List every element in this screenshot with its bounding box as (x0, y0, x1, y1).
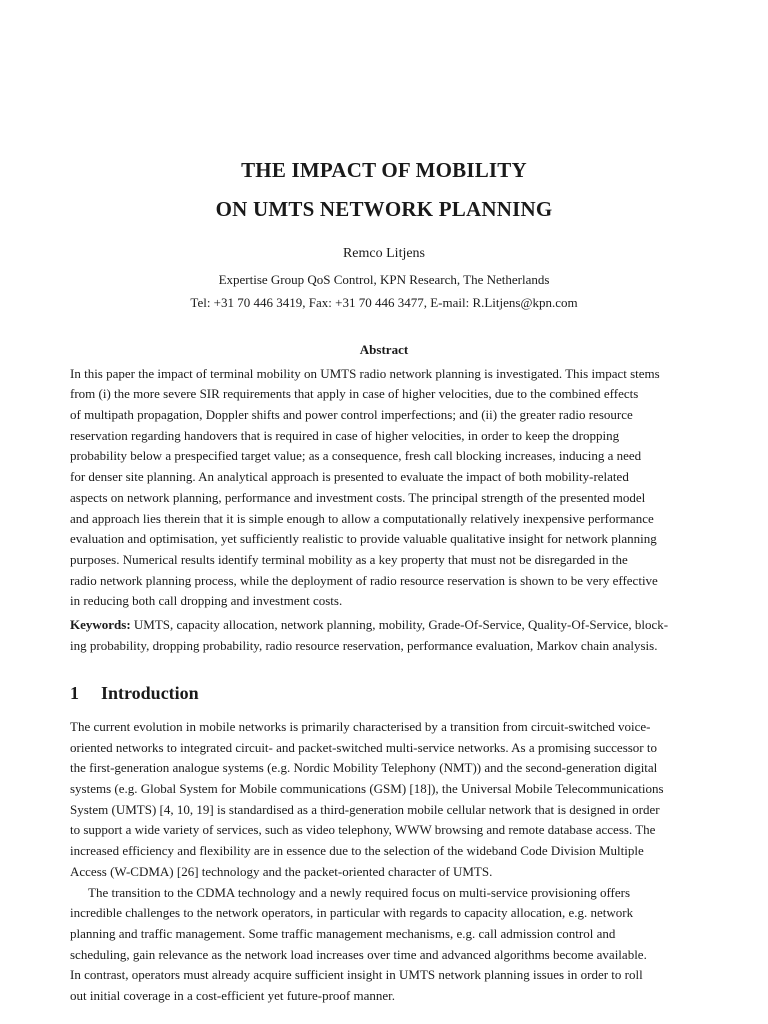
abstract-line (70, 343, 692, 364)
abstract-heading: Abstract (359, 342, 409, 357)
intro-line: the first-generation analogue systems (e.g. Nordic Mobility Telephony (NMT)) and the second-generation digital (70, 760, 658, 776)
abstract-line: of multipath propagation, Doppler shifts and power control imperfections; and (ii) the greater radio resource (70, 407, 633, 423)
intro-line: Access (W-CDMA) [26] technology and the packet-oriented character of UMTS. (70, 863, 493, 879)
intro-line: The current evolution in mobile networks is primarily characterised by a transition from circuit-switched voice- (70, 719, 651, 734)
abstract-body (70, 343, 692, 612)
abstract-line: reservation regarding handovers that is required in case of higher velocities, in order to keep the dropping (70, 427, 620, 443)
keywords-line (70, 615, 692, 636)
abstract-line: for denser site planning. An analytical approach is presented to evaluate the impact of both mobility-related (70, 469, 629, 485)
keywords-label: Keywords: (70, 617, 131, 632)
intro-line: The transition to the CDMA technology and a newly required focus on multi-service provisioning offers (88, 884, 631, 900)
abstract-line: aspects on network planning, performance and investment costs. The principal strength of the presented model (70, 489, 646, 505)
intro-line: systems (e.g. Global System for Mobile communications (GSM) [18]), the Universal Mobile Telecommunications (70, 781, 664, 797)
section-title: Introduction (101, 683, 199, 703)
keywords-text: UMTS, capacity allocation, network planning, mobility, Grade-Of-Service, Quality-Of-Service, block- (130, 617, 669, 632)
abstract-line: purposes. Numerical results identify terminal mobility as a key property that must not be disregarded in the (70, 551, 628, 567)
intro-line: planning and traffic management. Some traffic management mechanisms, e.g. call admission control and (70, 925, 616, 941)
intro-line: to support a wide variety of services, such as video telephony, WWW browsing and remote database access. The (70, 822, 656, 838)
author-affiliation: Expertise Group QoS Control, KPN Research, The Netherlands (218, 272, 550, 287)
introduction-body (70, 717, 692, 1007)
abstract-line: from (i) the more severe SIR requirements that apply in case of higher velocities, due to the combined effects (70, 386, 639, 402)
intro-line: incredible challenges to the network operators, in particular with regards to capacity allocation, e.g. network (70, 905, 634, 921)
section-heading (70, 683, 199, 704)
abstract-line: probability below a prespecified target value; as a consequence, fresh call blocking increases, inducing a need (70, 448, 642, 464)
keywords-line: ing probability, dropping probability, radio resource reservation, performance evaluation, Markov chain analysis. (70, 637, 658, 653)
intro-line: In contrast, operators must already acquire sufficient insight in UMTS network planning issues in order to roll (70, 967, 643, 983)
section-number: 1 (70, 683, 79, 703)
keywords-block (70, 615, 692, 656)
paper-title-line-1: THE IMPACT OF MOBILITY (241, 158, 527, 182)
paper-title-line-2: ON UMTS NETWORK PLANNING (215, 197, 553, 221)
author-name: Remco Litjens (342, 246, 426, 261)
abstract-line: radio network planning process, while the deployment of radio resource reservation is shown to be very effective (70, 572, 658, 588)
author-contact: Tel: +31 70 446 3419, Fax: +31 70 446 3477, E-mail: R.Litjens@kpn.com (190, 295, 578, 310)
abstract-line: In this paper the impact of terminal mobility on UMTS radio network planning is investigated. This impact stems (70, 365, 660, 381)
intro-line: scheduling, gain relevance as the network load increases over time and advanced algorithms become available. (70, 946, 647, 962)
abstract-line: in reducing both call dropping and investment costs. (70, 593, 343, 609)
intro-line: oriented networks to integrated circuit- and packet-switched multi-service networks. As a promising successor to (70, 739, 657, 755)
abstract-line: evaluation and optimisation, yet sufficiently realistic to provide valuable qualitative insight for network planning (70, 531, 657, 547)
abstract-line: and approach lies therein that it is simple enough to allow a computationally relatively inexpensive performance (70, 510, 654, 526)
intro-line: out initial coverage in a cost-efficient yet future-proof manner. (70, 987, 395, 1003)
intro-line: System (UMTS) [4, 10, 19] is standardised as a third-generation mobile cellular network that is designed in order (70, 801, 660, 817)
intro-line: increased efficiency and flexibility are in essence due to the selection of the wideband Code Division Multiple (70, 843, 644, 859)
